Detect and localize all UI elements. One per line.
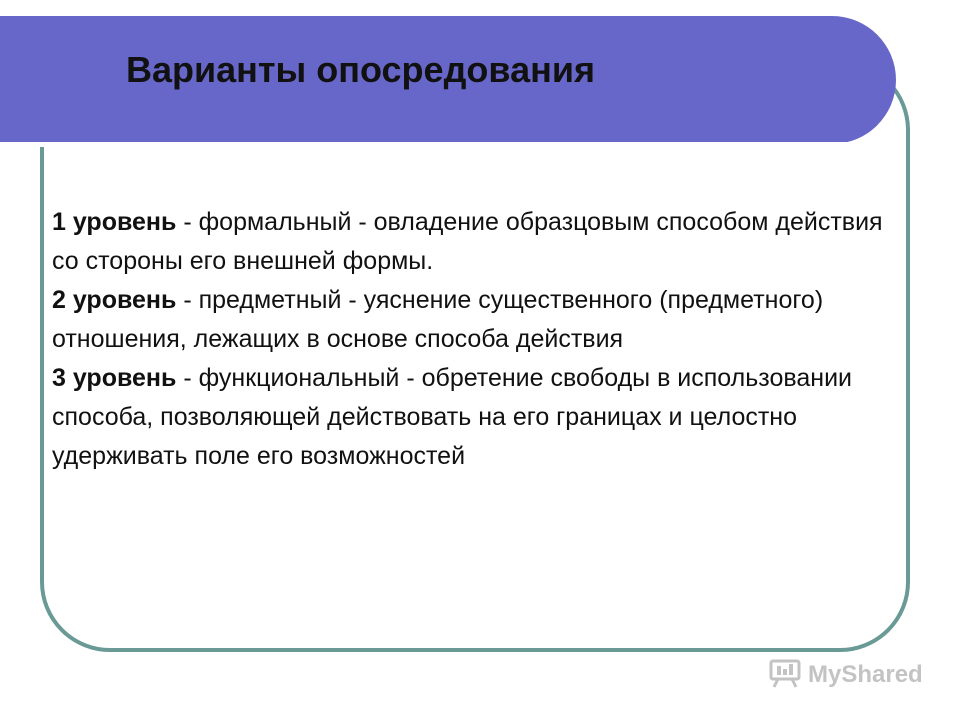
watermark xyxy=(768,657,923,693)
level-2-paragraph xyxy=(52,281,892,359)
slide-title: Варианты опосредования xyxy=(126,49,595,90)
watermark-text: MyShared xyxy=(808,661,923,688)
level-2-label: 2 уровень xyxy=(52,286,177,314)
slide-body xyxy=(52,203,892,476)
level-3-paragraph xyxy=(52,359,892,476)
level-3-description: - функциональный - обретение свободы в использовании способа, позволяющей действовать на его границах и целостно удерживать поле его возможностей xyxy=(52,364,853,470)
title-underline xyxy=(0,142,850,147)
presentation-board-icon xyxy=(768,658,802,693)
level-1-description: - формальный - овладение образцовым способом действия со стороны его внешней формы. xyxy=(52,208,883,275)
level-2-description: - предметный - уяснение существенного (предметного) отношения, лежащих в основе способа действия xyxy=(52,286,824,353)
level-1-paragraph xyxy=(52,203,892,281)
level-3-label: 3 уровень xyxy=(52,364,177,392)
level-1-label: 1 уровень xyxy=(52,208,177,236)
